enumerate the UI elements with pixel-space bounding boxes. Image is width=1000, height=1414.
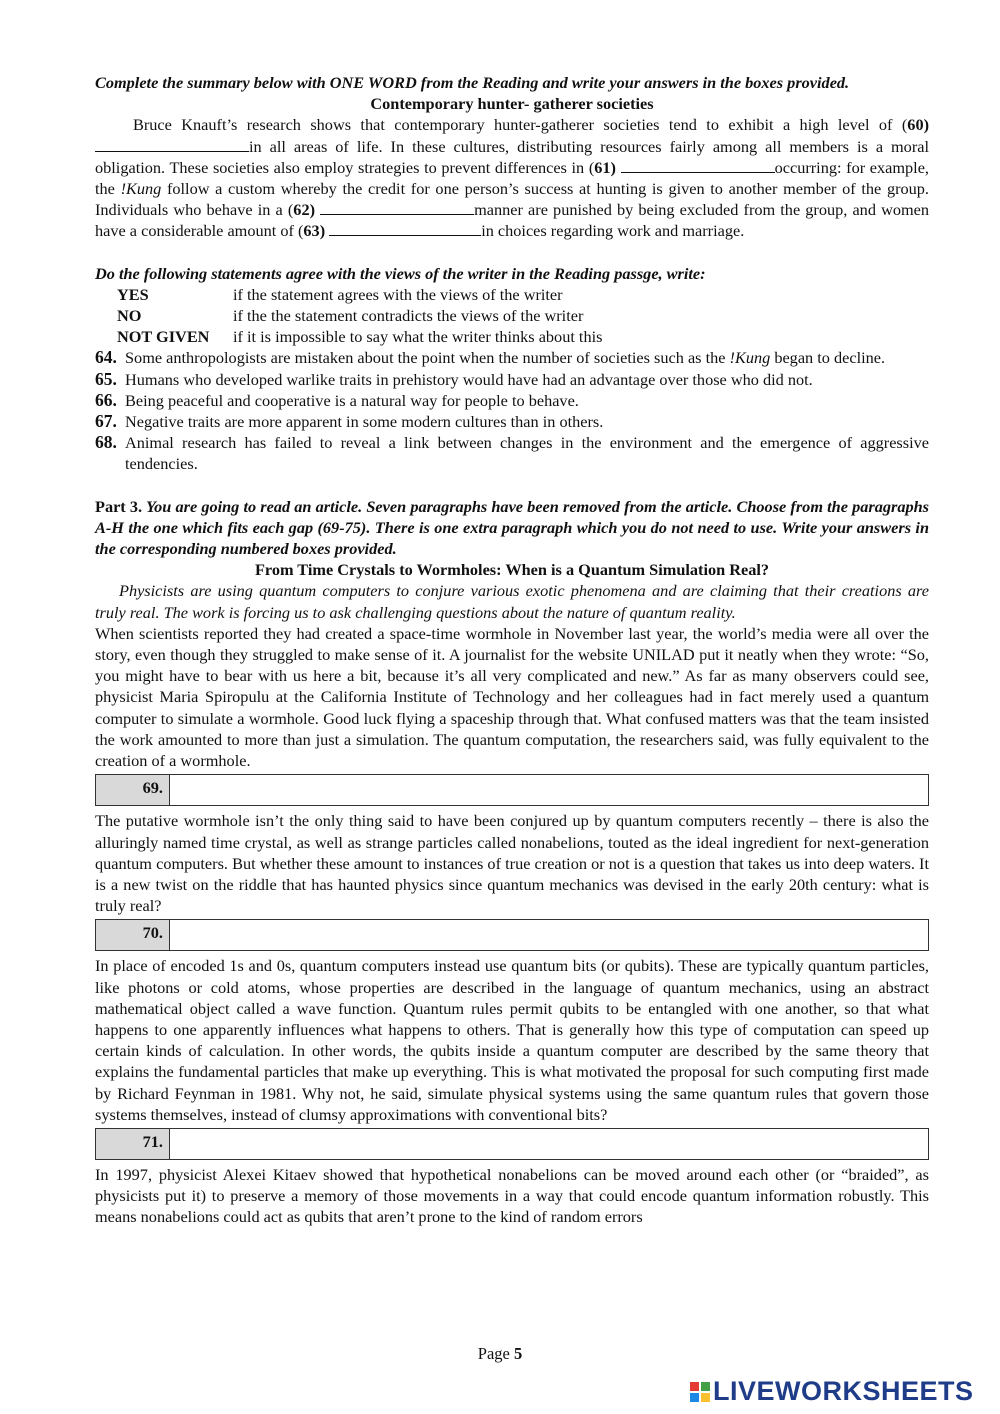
page-number: 5 xyxy=(513,1344,523,1363)
answer-input-71[interactable] xyxy=(170,1129,928,1159)
article-title: From Time Crystals to Wormholes: When is a Quantum Simulation Real? xyxy=(254,560,770,580)
answer-blank-63[interactable] xyxy=(329,221,481,236)
logo-square-green xyxy=(701,1382,710,1391)
answer-box-70 xyxy=(95,919,929,951)
logo-square-blue xyxy=(690,1393,699,1402)
answer-box-71-label: 71. xyxy=(96,1129,170,1159)
statement-68: 68. Animal research has failed to reveal a link between changes in the environment and the emergence of aggressive tendencies. xyxy=(95,432,929,474)
answer-blank-62[interactable] xyxy=(320,200,474,215)
part3-instruction: Part 3. You are going to read an article. Seven paragraphs have been removed from the article. Choose from the paragraphs A-H the one which fits each gap (69-75). There is one extra paragraph which you do not need to use. Write your answers in the corresponding numbered boxes provided. xyxy=(95,496,930,559)
article-paragraph-4: In 1997, physicist Alexei Kitaev showed that hypothetical nonabelions can be moved around each other (or “braided”, as physicists put it) to preserve a memory of those movements in a way that could encode quantum information robustly. This means nonabelions could act as qubits that aren’t prone to the kind of random errors xyxy=(95,1164,929,1227)
statement-64: 64. Some anthropologists are mistaken about the point when the number of societies such as the !Kung began to decline. xyxy=(95,347,886,368)
answer-input-70[interactable] xyxy=(170,920,928,950)
article-lead: Physicists are using quantum computers to conjure various exotic phenomena and are claiming that their creations are truly real. The work is forcing us to ask challenging questions about the nature of quantum reality. xyxy=(95,581,929,622)
question-60-label: 60) xyxy=(907,115,929,135)
summary-title: Contemporary hunter- gatherer societies xyxy=(370,94,654,114)
page-footer: Page 5 xyxy=(477,1344,523,1363)
kung-term: !Kung xyxy=(120,179,162,199)
answer-box-71 xyxy=(95,1128,929,1160)
logo-squares-icon xyxy=(690,1382,710,1402)
statement-67: 67. Negative traits are more apparent in some modern cultures than in others. xyxy=(95,411,604,432)
worksheet-page xyxy=(95,72,929,1228)
answer-box-69-label: 69. xyxy=(96,775,170,805)
logo-square-yellow xyxy=(701,1393,710,1402)
liveworksheets-logo xyxy=(690,1376,974,1407)
question-62-label: 62) xyxy=(293,200,315,220)
key-yes: YES if the statement agrees with the views of the writer xyxy=(117,284,563,304)
answer-blank-60[interactable] xyxy=(95,137,249,152)
answer-blank-61[interactable] xyxy=(621,158,775,173)
logo-square-red xyxy=(690,1382,699,1391)
summary-instruction: Complete the summary below with ONE WORD from the Reading and write your answers in the boxes provided. xyxy=(95,73,850,92)
question-63-label: 63) xyxy=(303,221,326,241)
statement-66: 66. Being peaceful and cooperative is a natural way for people to behave. xyxy=(95,389,579,410)
key-not-given: NOT GIVEN if it is impossible to say what the writer thinks about this xyxy=(117,327,603,347)
ynng-instruction: Do the following statements agree with the views of the writer in the Reading passge, write: xyxy=(95,263,706,283)
article-paragraph-2: The putative wormhole isn’t the only thing said to have been conjured up by quantum computers recently – there is also the alluringly named time crystal, as well as strange particles called nonabelions, touted as the ideal ingredient for next-generation quantum computers. But whether these amount to instances of true creation or not is a question that takes us into deep waters. It is a new twist on the riddle that has haunted physics since quantum mechanics was devised in the early 20th century: what is truly real? xyxy=(95,811,929,916)
article-paragraph-1: When scientists reported they had created a space-time wormhole in November last year, the world’s media were all over the story, even though they struggled to make sense of it. A journalist for the website UNILAD put it neatly when they wrote: “So, you might have to bear with us here a bit, because it’s all very complicated and new.” As far as many observers could see, physicist Maria Spiropulu at the California Institute of Technology and her colleagues had in fact merely used a quantum computer to simulate a wormhole. Good luck flying a spaceship through that. What confused matters was that the team insisted the work amounted to more than just a simulation. The quantum computation, the researchers said, was fully equivalent to the creation of a wormhole. xyxy=(95,623,929,771)
answer-box-70-label: 70. xyxy=(96,920,170,950)
logo-text: LIVEWORKSHEETS xyxy=(713,1376,974,1406)
key-no: NO if the the statement contradicts the views of the writer xyxy=(117,306,584,326)
answer-box-69 xyxy=(95,774,929,806)
question-61-label: 61) xyxy=(594,157,616,177)
answer-input-69[interactable] xyxy=(170,775,928,805)
article-paragraph-3: In place of encoded 1s and 0s, quantum computers instead use quantum bits (or qubits). These are typically quantum particles, like photons or cold atoms, whose properties are described in the language of quantum mechanics, using an abstract mathematical object called a wave function. Quantum rules permit qubits to be entangled with one another, so that what happens to one apparently influences what happens to others. That is generally how this type of computation can speed up certain kinds of calculation. In other words, the qubits inside a quantum computer are described by the same theory that explains the fundamental particles that make up everything. This is what motivated the proposal for such computing first made by Richard Feynman in 1981. Why not, he said, simulate physical systems using the same quantum rules that govern those systems themselves, instead of clumsy approximations with conventional bits? xyxy=(95,956,929,1124)
summary-paragraph: Bruce Knauft’s research shows that contemporary hunter-gatherer societies tend to exhibit a high level of (60) in all areas of life. In these cultures, distributing resources fairly among all members is a moral obligation. These societies also employ strategies to prevent differences in (61) occurring: for example, the !Kung follow a custom whereby the credit for one person’s success at hunting is given to another member of the group. Individuals who behave in a (62) manner are punished by being excluded from the group, and women have a considerable amount of (63) in choices regarding work and marriage. xyxy=(95,115,930,241)
statement-65: 65. Humans who developed warlike traits in prehistory would have had an advantage over those who did not. xyxy=(95,368,813,389)
